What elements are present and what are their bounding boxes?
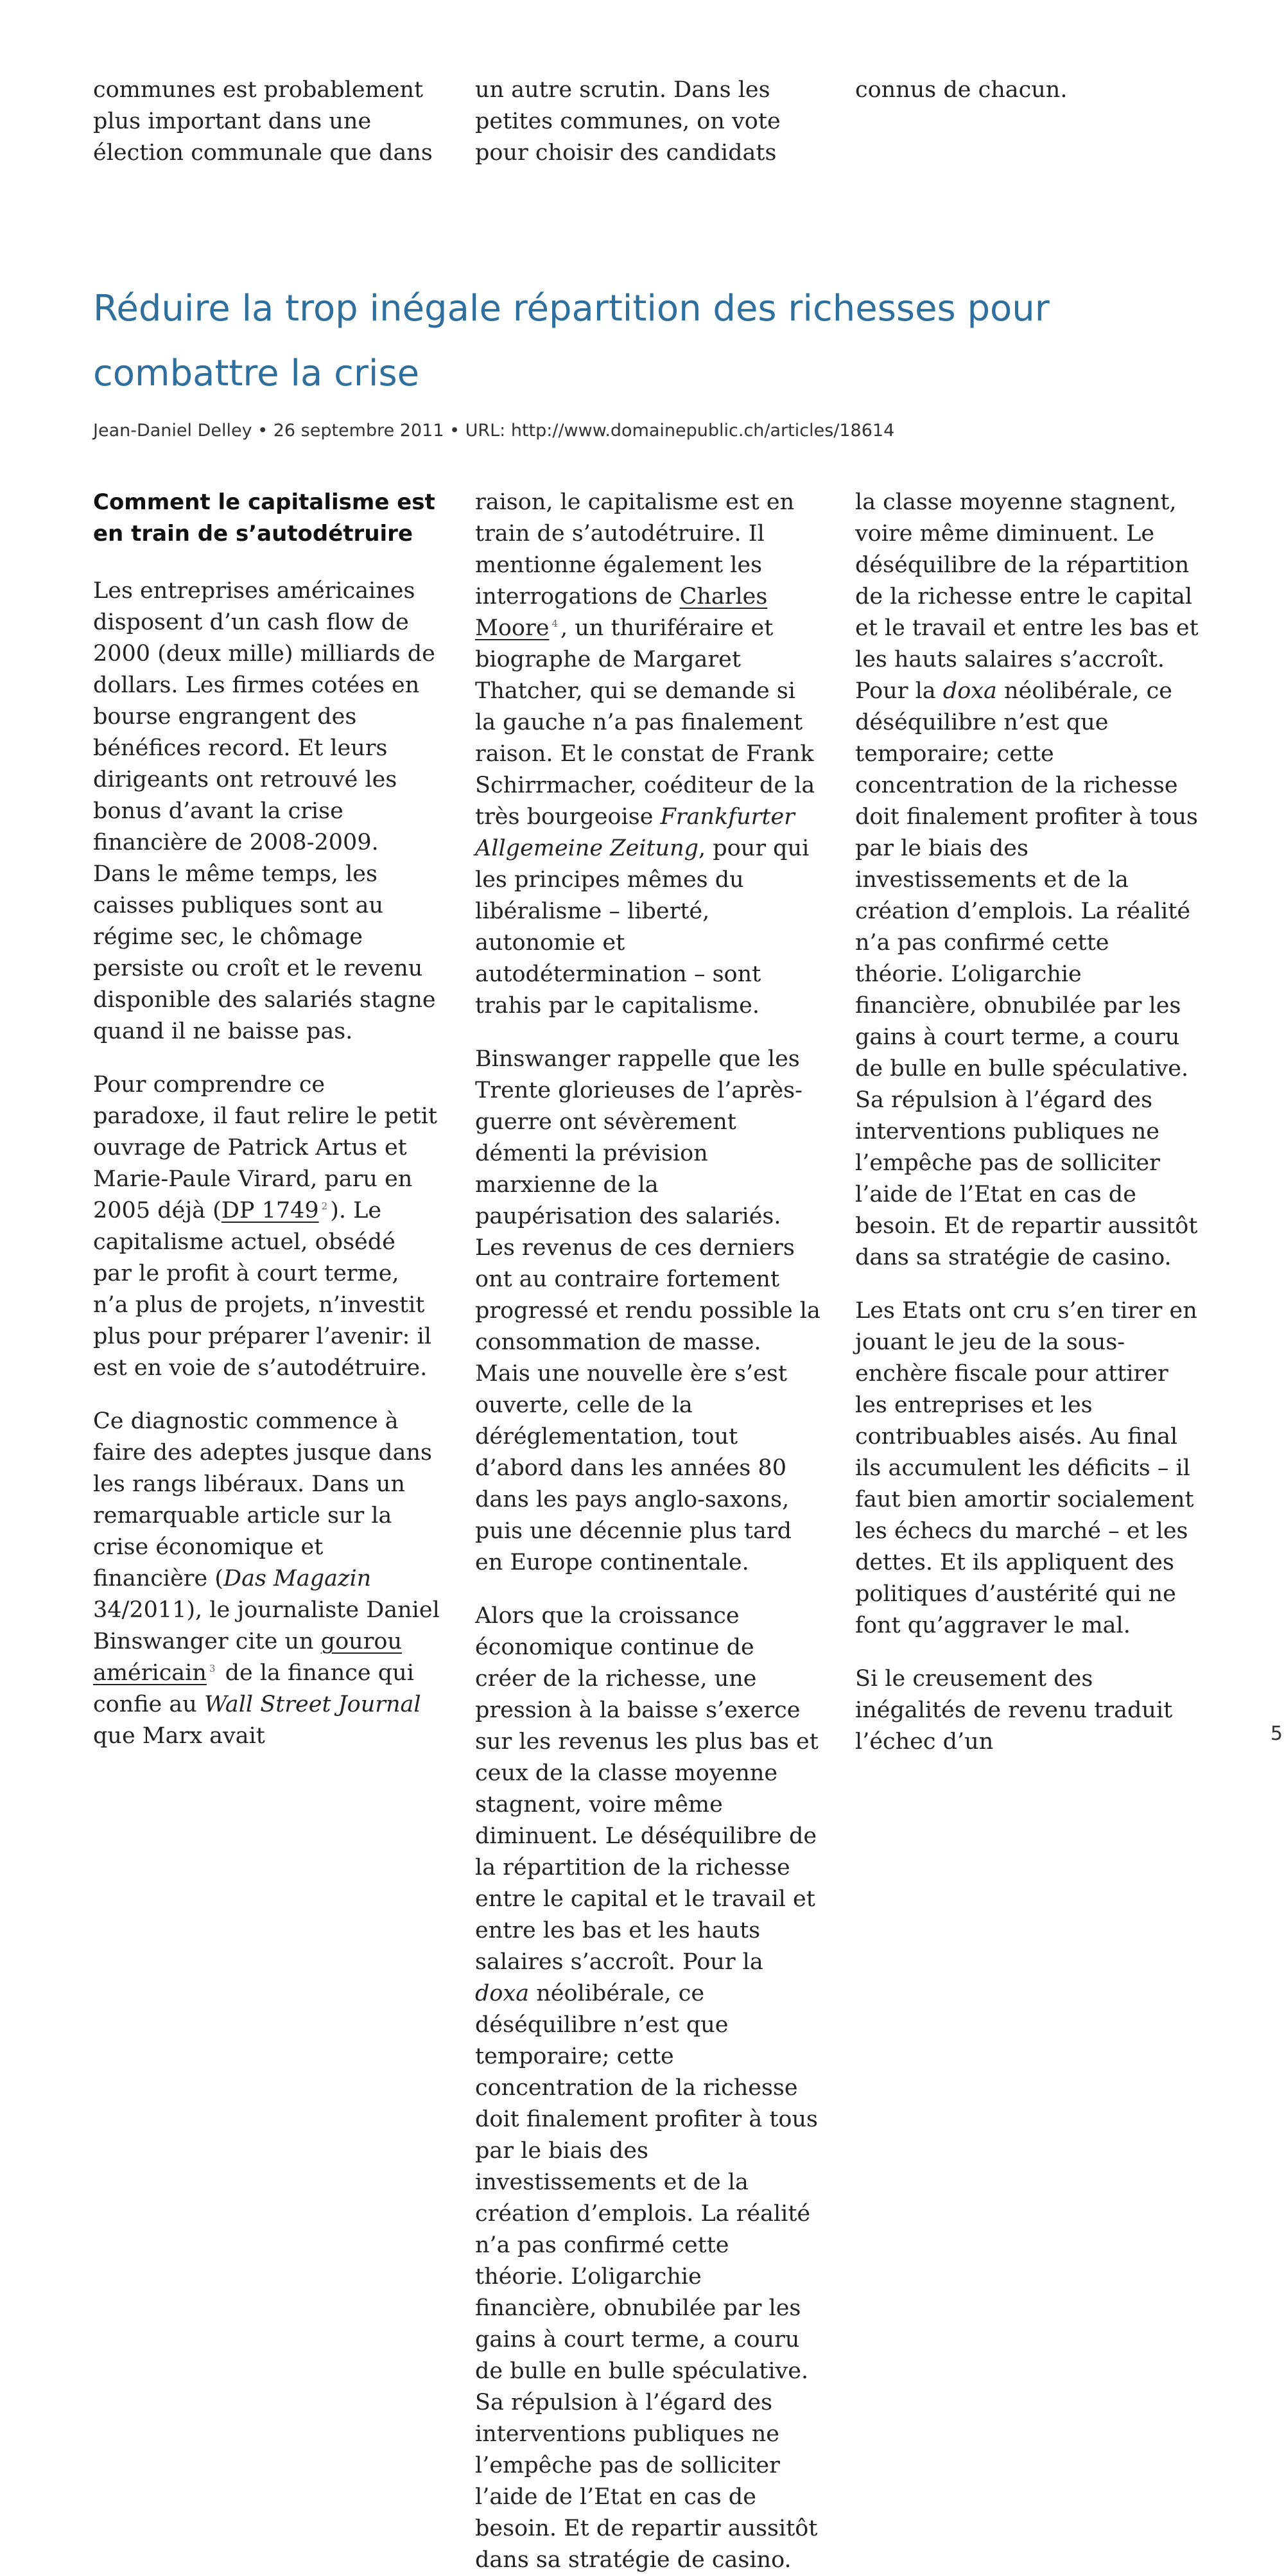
previous-article-text: connus de chacun.: [855, 77, 1068, 103]
term-doxa: doxa: [475, 1981, 530, 2006]
paragraph-5: Alors que la croissance économique continue de créer de la richesse, une pression à la baisse s’exerce sur les revenus les plus bas et ceux de la classe moyenne stagnent, voire même diminuent. Le déséquilibre de la répartition de la richesse entre le capital et le travail et entre les bas et les hauts salaires s’accroît. Pour la doxa néolibérale, ce déséquilibre n’est que temporaire; cette concentration de la richesse doit finalement profiter à tous par le biais des investissements et de la création d’emplois. La réalité n’a pas confirmé cette théorie. L’oligarchie financière, obnubilée par les gains à court terme, a couru de bulle en bulle spéculative. Sa répulsion à l’égard des interventions publiques ne l’empêche pas de solliciter l’aide de l’Etat en cas de besoin. Et de repartir aussitôt dans sa stratégie de casino.: [475, 1603, 819, 2573]
previous-article-text: communes est probablement plus important dans une élection communale que dans: [93, 77, 433, 166]
magazine-title: Das Magazin: [223, 1566, 372, 1591]
article-subheading: Comment le capitalisme est en train de s’autodétruire: [93, 489, 435, 547]
article-title: Réduire la trop inégale répartition des richesses pour combattre la crise: [93, 288, 1050, 394]
paragraph-3: Ce diagnostic commence à faire des adeptes jusque dans les rangs libéraux. Dans un remarquable article sur la crise économique et financière (Das Magazin 34/2011), le journaliste Daniel Binswanger cite un gourou américain $^3$ de la finance qui confie au Wall Street Journal que Marx avait: [93, 1408, 440, 1749]
link-charles-moore[interactable]: Charles Moore: [475, 584, 768, 641]
previous-article-text: un autre scrutin. Dans les petites communes, on vote pour choisir des candidats: [475, 77, 781, 166]
paragraph-4: Binswanger rappelle que les Trente glorieuses de l’après-guerre ont sévèrement démenti la prévision marxienne de la paupérisation des salariés. Les revenus de ces derniers ont au contraire fortement progressé et rendu possible la consommation de masse. Mais une nouvelle ère s’est ouverte, celle de la déréglementation, tout d’abord dans les années 80 dans les pays anglo-saxons, puis une décennie plus tard en Europe continentale.: [475, 1046, 820, 1575]
paragraph-3-continued: raison, le capitalisme est en train de s’autodétruire. Il mentionne également les interrogations de Charles Moore $^4$ , un thuriféraire et biographe de Margaret Thatcher, qui se demande si la gauche n’a pas finalement raison. Et le constat de Frank Schirrmacher, coéditeur de la très bourgeoise Frankfurter Allgemeine Zeitung, pour qui les principes mêmes du libéralisme – liberté, autonomie et autodétermination – sont trahis par le capitalisme.: [475, 489, 815, 1019]
article-byline: Jean-Daniel Delley • 26 septembre 2011 • URL: http://www.domainepublic.ch/articles/18614: [93, 421, 895, 441]
paragraph-6: Les Etats ont cru s’en tirer en jouant le jeu de la sous-enchère fiscale pour attirer les entreprises et les contribuables aisés. Au final ils accumulent les déficits – il faut bien amortir socialement les échecs du marché – et les dettes. Et ils appliquent des politiques d’austérité qui ne font qu’aggraver le mal.: [855, 1298, 1197, 1638]
newspaper-title-faz: Frankfurter Allgemeine Zeitung: [475, 804, 795, 861]
footnote-ref-4[interactable]: 4: [551, 618, 558, 630]
footnote-ref-3[interactable]: 3: [209, 1663, 216, 1675]
page-number: 5: [1270, 1722, 1283, 1745]
footnote-ref-2[interactable]: 2: [321, 1200, 328, 1213]
link-dp-1749[interactable]: DP 1749: [221, 1198, 319, 1223]
article-column-3: [855, 487, 1202, 1780]
article-column-1: [93, 487, 440, 1752]
paragraph-7: Si le creusement des inégalités de revenu traduit l’échec d’un: [855, 1666, 1173, 1755]
article-column-2: [475, 487, 822, 2576]
paragraph-1: Les entreprises américaines disposent d’un cash flow de 2000 (deux mille) milliards de dollars. Les firmes cotées en bourse engrangent des bénéfices record. Et leurs dirigeants ont retrouvé les bonus d’avant la crise financière de 2008-2009. Dans le même temps, les caisses publiques sont au régime sec, le chômage persiste ou croît et le revenu disponible des salariés stagne quand il ne baisse pas.: [93, 578, 436, 1044]
paragraph-5-continued: la classe moyenne stagnent, voire même diminuent. Le déséquilibre de la répartition de la richesse entre le capital et le travail et entre les bas et les hauts salaires s’accroît. Pour la doxa néolibérale, ce déséquilibre n’est que temporaire; cette concentration de la richesse doit finalement profiter à tous par le biais des investissements et de la création d’emplois. La réalité n’a pas confirmé cette théorie. L’oligarchie financière, obnubilée par les gains à court terme, a couru de bulle en bulle spéculative. Sa répulsion à l’égard des interventions publiques ne l’empêche pas de solliciter l’aide de l’Etat en cas de besoin. Et de repartir aussitôt dans sa stratégie de casino.: [855, 489, 1199, 1270]
previous-article-column-1: [93, 74, 440, 191]
previous-article-column-3: [855, 74, 1202, 128]
col2-start-text: raison, le capitalisme est en train de s’autodétruire. Il mentionne également les interrogations de: [475, 489, 795, 609]
paragraph-2: Pour comprendre ce paradoxe, il faut relire le petit ouvrage de Patrick Artus et Marie-Paule Virard, paru en 2005 déjà (DP 1749 $^2$ ). Le capitalisme actuel, obsédé par le profit à court terme, n’a plus de projets, n’investit plus pour préparer l’avenir: il est en voie de s’autodétruire.: [93, 1072, 437, 1381]
col1-end-text: que Marx avait: [93, 1723, 265, 1749]
previous-article-column-2: [475, 74, 822, 191]
link-gourou-americain[interactable]: gourou américain: [93, 1629, 403, 1686]
newspaper-title-wsj: Wall Street Journal: [204, 1692, 421, 1717]
